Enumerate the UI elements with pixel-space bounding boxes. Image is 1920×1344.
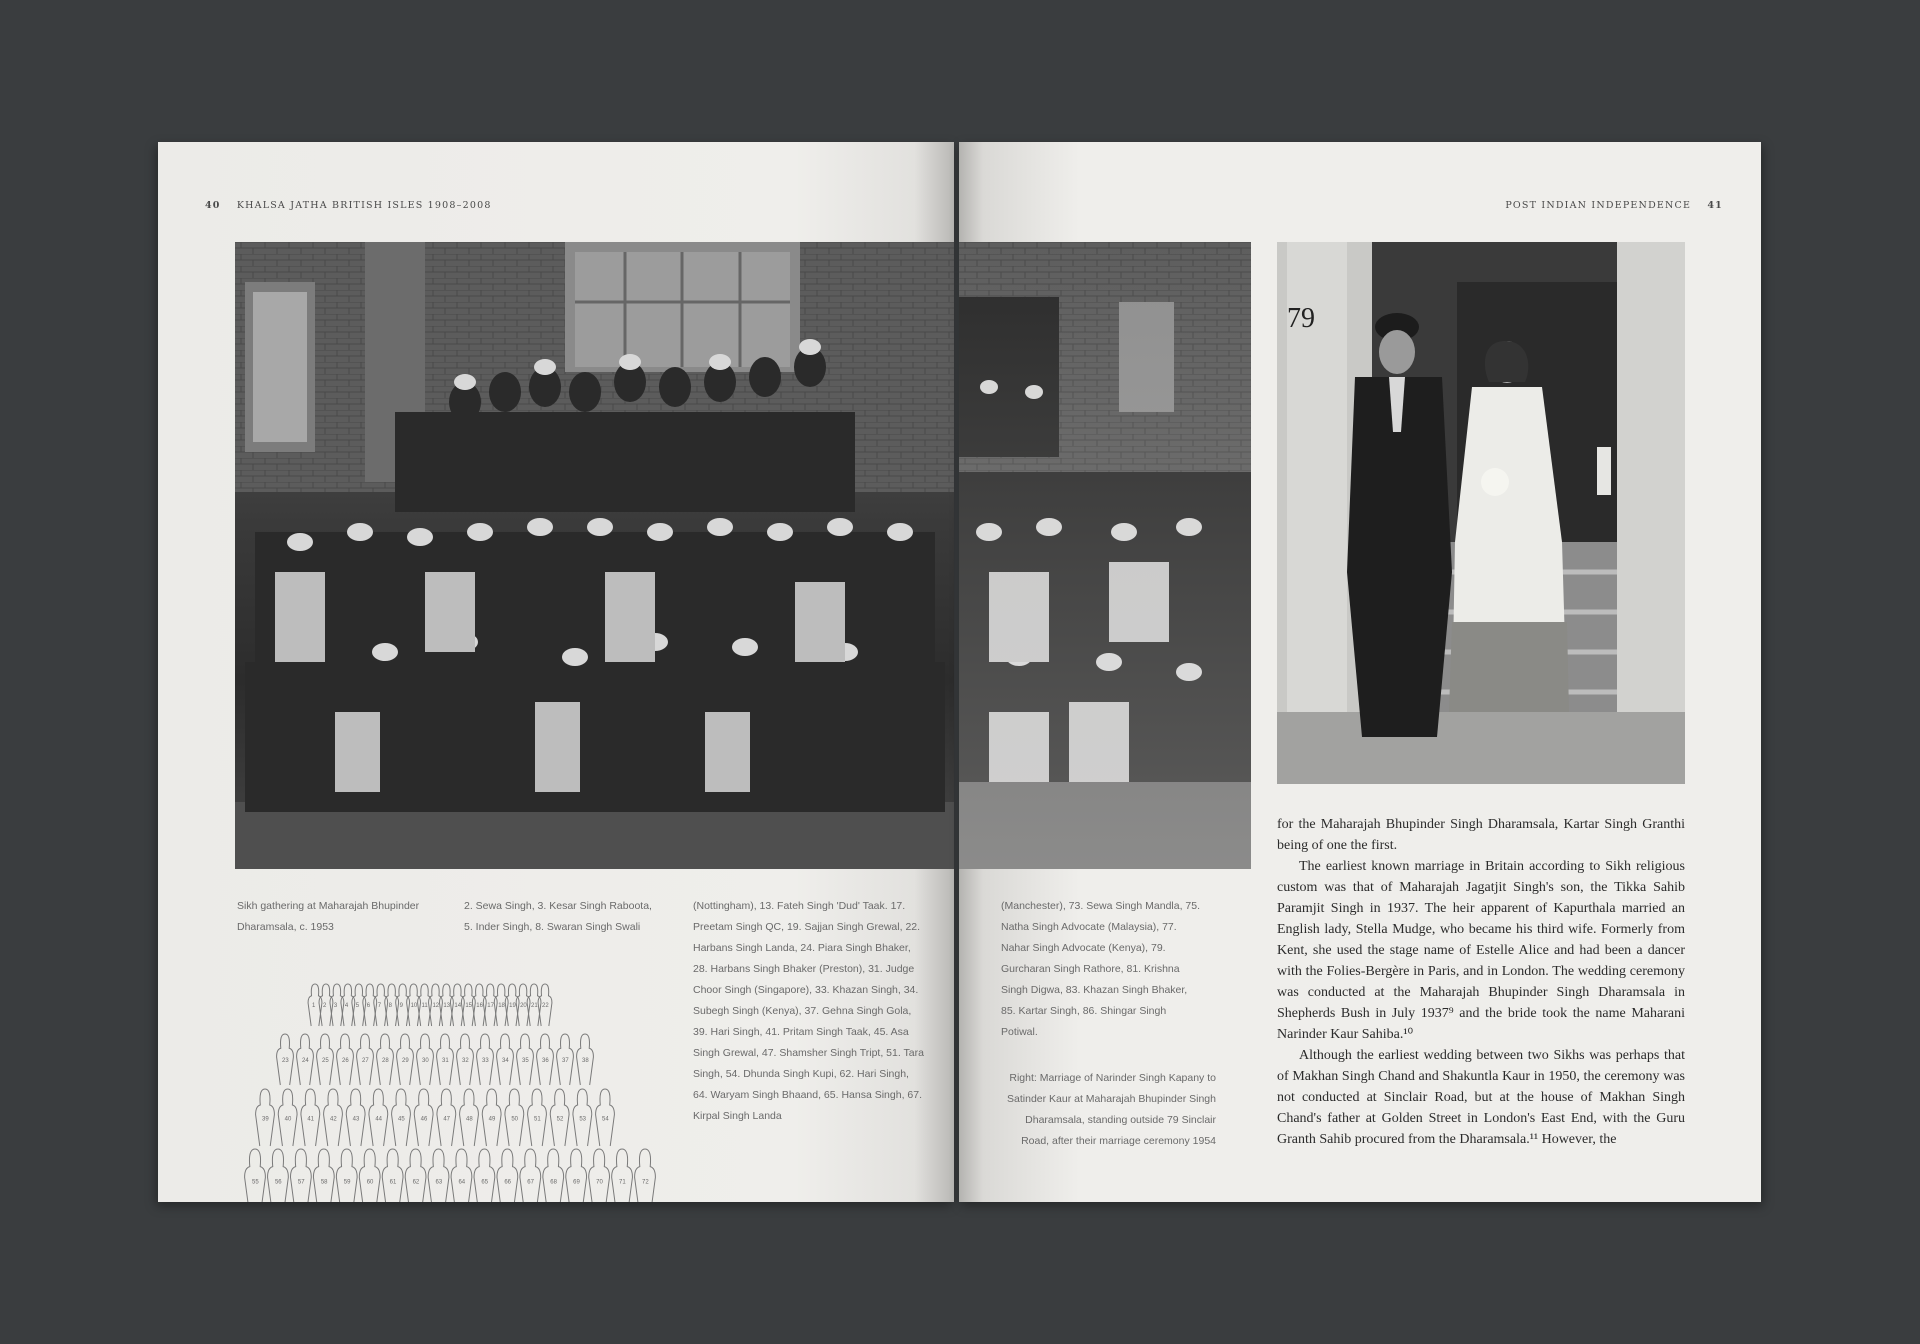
key-number: 48 <box>466 1116 473 1123</box>
key-number: 10 <box>410 1003 418 1010</box>
key-number: 64 <box>458 1179 466 1186</box>
body-paragraph-1: for the Maharajah Bhupinder Singh Dharamsala, Kartar Singh Granthi being of one the first. <box>1277 817 1685 853</box>
key-number: 70 <box>596 1179 603 1186</box>
key-number: 68 <box>550 1179 557 1186</box>
key-number: 3 <box>333 1003 338 1010</box>
key-number: 39 <box>262 1116 269 1123</box>
key-number: 25 <box>322 1058 329 1065</box>
key-number: 41 <box>307 1116 315 1123</box>
left-folio: 40 <box>205 200 221 211</box>
key-number: 31 <box>442 1058 449 1065</box>
key-number: 29 <box>402 1058 409 1065</box>
key-number: 61 <box>389 1179 397 1186</box>
key-number: 67 <box>527 1179 534 1186</box>
key-number: 60 <box>366 1179 374 1186</box>
key-number: 33 <box>482 1058 489 1065</box>
wedding-photo <box>1277 242 1685 784</box>
body-text-column <box>1277 814 1685 1150</box>
body-paragraph-3: Although the earliest wedding between two Sikhs was perhaps that of Makhan Singh Chand and Shakuntla Kaur in 1950, the ceremony was not conducted at Sinclair Road, but at the house of Makhan Singh Chand's father at Golden Street in London's East End, with the Guru Granth Sahib procured from the Dharamsala.¹¹ However, the <box>1277 1048 1685 1147</box>
key-number: 12 <box>432 1003 440 1010</box>
key-silhouette <box>543 1149 564 1202</box>
key-number: 5 <box>355 1003 360 1010</box>
key-number: 37 <box>562 1058 569 1065</box>
left-running-head <box>205 200 492 211</box>
key-number: 36 <box>542 1058 549 1065</box>
key-silhouette <box>612 1149 633 1202</box>
body-paragraph-2: The earliest known marriage in Britain according to Sikh religious custom was that of Maharajah Jagatjit Singh's son, the Tikka Sahib Paramjit Singh in 1937. The heir apparent of Kapurthala married an English lady, Stella Mudge, who became his third wife. Formerly from Kent, she used the stage name of Estelle Alice and had been a dancer with the Folies-Bergère in Paris, and in London. The wedding ceremony was conducted at the Maharajah Bhupinder Singh Dharamsala in Shepherds Bush in July 1937⁹ and the bride took the name Maharani Narinder Kaur Sahiba.¹⁰ <box>1277 859 1685 1042</box>
key-number: 46 <box>420 1116 428 1123</box>
key-number: 43 <box>352 1116 360 1123</box>
right-folio: 41 <box>1707 200 1723 211</box>
key-silhouette <box>359 1149 380 1202</box>
key-number: 66 <box>504 1179 512 1186</box>
caption-names-col2: (Nottingham), 13. Fateh Singh 'Dud' Taak. 17. Preetam Singh QC, 19. Sajjan Singh Grewal, 22. Harbans Singh Landa, 24. Piara Singh Bhaker, 28. Harbans Singh Bhaker (Preston), 31. Judge Choor Singh (Singapore), 33. Khazan Singh, 34. Subegh Singh (Kenya), 37. Gehna Singh Gola, 39. Hari Singh, 41. Pritam Singh Taak, 45. Asa Singh Grewal, 47. Shamsher Singh Tript, 51. Tara Singh, 54. Dhunda Singh Kupi, 62. Hari Singh, 64. Waryam Singh Bhaand, 65. Hansa Singh, 67. Kirpal Singh Landa <box>693 900 924 1122</box>
key-number: 4 <box>344 1003 349 1010</box>
key-number: 28 <box>382 1058 389 1065</box>
caption-names-col3: (Manchester), 73. Sewa Singh Mandla, 75. Natha Singh Advocate (Malaysia), 77. Nahar Singh Advocate (Kenya), 79. Gurcharan Singh Rathore, 81. Krishna Singh Digwa, 83. Khazan Singh Bhaker, 85. Kartar Singh, 86. Shingar Singh Potiwal. <box>1001 900 1201 1038</box>
right-running-title: POST INDIAN INDEPENDENCE <box>1505 200 1692 211</box>
key-silhouette <box>405 1149 426 1202</box>
key-silhouette <box>382 1149 403 1202</box>
group-photo-right <box>959 242 1251 869</box>
caption-main: Sikh gathering at Maharajah Bhupinder Dharamsala, c. 1953 <box>237 900 420 933</box>
key-number: 2 <box>322 1003 327 1010</box>
key-number: 16 <box>476 1003 483 1010</box>
key-number: 57 <box>297 1179 305 1186</box>
key-number: 71 <box>619 1179 626 1186</box>
key-silhouette <box>336 1149 357 1202</box>
key-number: 50 <box>511 1116 519 1123</box>
identification-key-diagram: 1 2 3 4 5 6 7 8 9 10 11 12 13 14 15 16 17 18 19 20 21 2223 24 25 26 27 28 29 30 31 32 33 34 35 36 37 3839 40 41 42 43 44 45 46 47 48 49 50 51 52 53 5455 56 57 58 59 60 61 62 63 64 65 66 67 68 69 70 71 7273 74 75 76 77 78 79 80 81 82 83 84 85 86 87 88 89 <box>235 964 675 1202</box>
key-number: 32 <box>462 1058 469 1065</box>
key-silhouette <box>635 1149 656 1202</box>
key-number: 18 <box>498 1003 505 1010</box>
key-number: 26 <box>342 1058 349 1065</box>
key-number: 62 <box>412 1179 420 1186</box>
group-photo-illustration <box>235 242 954 869</box>
key-number: 14 <box>454 1003 462 1010</box>
key-number: 63 <box>435 1179 443 1186</box>
book-spread <box>158 142 1761 1248</box>
key-number: 13 <box>443 1003 451 1010</box>
key-silhouette <box>566 1149 587 1202</box>
key-number: 42 <box>330 1116 337 1123</box>
key-number: 53 <box>579 1116 587 1123</box>
key-number: 20 <box>520 1003 527 1010</box>
key-number: 21 <box>531 1003 538 1010</box>
key-number: 59 <box>343 1179 351 1186</box>
key-number: 47 <box>443 1116 451 1123</box>
key-number: 19 <box>509 1003 516 1010</box>
key-number: 27 <box>362 1058 369 1065</box>
key-silhouette <box>313 1149 334 1202</box>
key-silhouette <box>290 1149 311 1202</box>
left-page <box>158 142 954 1248</box>
wedding-photo-illustration <box>1277 242 1685 784</box>
key-number: 65 <box>481 1179 489 1186</box>
key-silhouette <box>451 1149 472 1202</box>
key-number: 55 <box>252 1179 259 1186</box>
key-number: 8 <box>388 1003 393 1010</box>
key-number: 40 <box>284 1116 292 1123</box>
key-silhouette <box>268 1149 289 1202</box>
key-number: 49 <box>488 1116 496 1123</box>
key-number: 44 <box>375 1116 383 1123</box>
right-running-head <box>1505 200 1723 211</box>
key-number: 54 <box>602 1116 609 1123</box>
key-number: 69 <box>573 1179 580 1186</box>
left-running-title: KHALSA JATHA BRITISH ISLES 1908–2008 <box>236 200 492 211</box>
key-number: 58 <box>320 1179 328 1186</box>
key-number: 17 <box>487 1003 494 1010</box>
key-number: 34 <box>502 1058 509 1065</box>
key-number: 1 <box>312 1003 316 1010</box>
key-number: 72 <box>642 1179 649 1186</box>
key-silhouette <box>520 1149 541 1202</box>
key-number: 11 <box>421 1003 428 1010</box>
key-silhouette <box>474 1149 495 1202</box>
group-photo-right-illustration <box>959 242 1251 869</box>
key-number: 6 <box>366 1003 371 1010</box>
key-number: 35 <box>522 1058 529 1065</box>
key-number: 24 <box>302 1058 309 1065</box>
key-number: 9 <box>399 1003 403 1010</box>
key-silhouette <box>589 1149 610 1202</box>
key-number: 45 <box>398 1116 405 1123</box>
key-silhouette <box>428 1149 449 1202</box>
key-number: 23 <box>282 1058 289 1065</box>
key-number: 22 <box>542 1003 549 1010</box>
key-number: 7 <box>377 1003 382 1010</box>
right-page <box>959 142 1761 1202</box>
key-number: 51 <box>534 1116 541 1123</box>
group-photo-left <box>235 242 954 869</box>
key-silhouette <box>497 1149 518 1202</box>
key-number: 52 <box>556 1116 564 1123</box>
door-number: 79 <box>1287 303 1315 334</box>
key-number: 38 <box>582 1058 589 1065</box>
caption-names-col1: 2. Sewa Singh, 3. Kesar Singh Raboota, 5. Inder Singh, 8. Swaran Singh Swali <box>464 900 652 933</box>
key-number: 56 <box>274 1179 282 1186</box>
caption-wedding-photo: Right: Marriage of Narinder Singh Kapany to Satinder Kaur at Maharajah Bhupinder Singh Dharamsala, standing outside 79 Sinclair Road, after their marriage ceremony 1954 <box>1007 1072 1216 1147</box>
key-number: 30 <box>422 1058 429 1065</box>
key-silhouette <box>245 1149 266 1202</box>
key-number: 15 <box>465 1003 473 1010</box>
